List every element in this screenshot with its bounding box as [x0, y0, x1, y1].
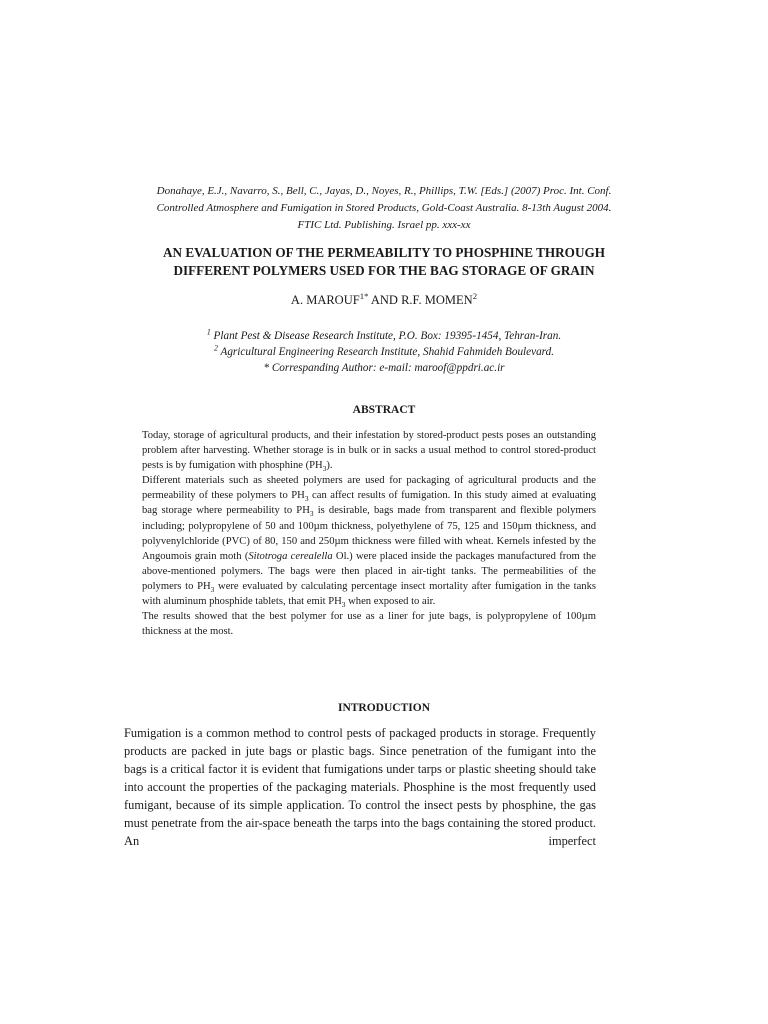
- abstract-text: can affect results of fumigation. In this study aimed at evaluating bag storage where permeability to PH: [142, 490, 596, 517]
- author-superscript: 2: [472, 290, 478, 301]
- citation-line: Controlled Atmosphere and Fumigation in Stored Products, Gold-Coast Australia. 8-13th August 2004.: [156, 202, 612, 214]
- citation-line: Donahaye, E.J., Navarro, S., Bell, C., Jayas, D., Noyes, R., Phillips, T.W. [Eds.] (2007) Proc. Int. Conf.: [156, 185, 612, 197]
- corresponding-author: * Correspanding Author: e-mail: maroof@ppdri.ac.ir: [263, 362, 505, 374]
- subscript: 3: [341, 600, 346, 610]
- affiliation-marker: 1: [206, 327, 211, 337]
- author-name: R.F. MOMEN: [401, 293, 473, 307]
- abstract-text: Different materials such as sheeted polymers are used for packaging of agricultural products and the permeability of these polymers to PH: [142, 475, 596, 502]
- affiliation-marker: 2: [213, 343, 218, 353]
- affiliation-text: Plant Pest & Disease Research Institute, P.O. Box: 19395-1454, Tehran-Iran.: [210, 330, 562, 342]
- abstract-heading: ABSTRACT: [352, 404, 416, 416]
- abstract-paragraph: The results showed that the best polymer for use as a liner for jute bags, is polypropylene of 100µm thickness at the most.: [142, 611, 596, 638]
- citation: [0, 183, 768, 234]
- affiliation: [0, 329, 768, 344]
- subscript: 3: [322, 464, 327, 474]
- author-name: A. MAROUF: [290, 293, 360, 307]
- subscript: 3: [210, 585, 215, 595]
- abstract-text: were evaluated by calculating percentage insect mortality after fumigation in the tanks with aluminum phosphide tablets, that emit PH: [142, 580, 596, 608]
- abstract-text: when exposed to air.: [345, 596, 436, 608]
- author-connector: AND: [368, 293, 402, 307]
- paper-title: [0, 244, 768, 280]
- abstract-paragraph: [142, 428, 596, 473]
- introduction-body: [124, 724, 596, 850]
- author-superscript: 1*: [359, 290, 369, 301]
- citation-line: FTIC Ltd. Publishing. Israel pp. xxx-xx: [297, 219, 471, 231]
- introduction-paragraph: Fumigation is a common method to control pests of packaged products in storage. Frequently products are packed in jute bags or plastic bags. Since penetration of the fumigant into the bags is a critical factor it is evident that fumigations under tarps or plastic sheeting should take into account the properties of the packaging materials. Phosphine is the most frequently used fumigant, because of its simple application. To control the insect pests by phosphine, the gas must penetrate from the air-space beneath the tarps into the bags containing the stored product. An imperfect: [124, 726, 596, 848]
- species-name: Sitotroga cerealella: [248, 550, 333, 562]
- title-line: AN EVALUATION OF THE PERMEABILITY TO PHOSPHINE THROUGH: [163, 245, 605, 260]
- abstract-text: is desirable, bags made from transparent and flexible polymers including; polypropylene of 50 and 100µm thickness, polyethylene of 75, 125 and 150µm thickness, and polyvenylchloride (PVC) of 80, 150 and 250µm thickness were filled with wheat. Kernels infested by the Angoumois grain moth (: [142, 505, 596, 562]
- introduction-heading: INTRODUCTION: [337, 702, 430, 714]
- abstract-text: ).: [326, 460, 333, 472]
- abstract-text: Ol.) were placed inside the packages manufactured from the above-mentioned polymers. The bags were then placed in air-tight tanks. The permeabilities of the polymers to PH: [142, 550, 597, 592]
- affiliation-text: Agricultural Engineering Research Institute, Shahid Fahmideh Boulevard.: [217, 346, 554, 358]
- subscript: 3: [309, 509, 314, 519]
- affiliation: [0, 345, 768, 360]
- abstract-text: Today, storage of agricultural products, and their infestation by stored-product pests poses an outstanding problem after harvesting. Whether storage is in bulk or in sacks a usual method to control stored-product pests is by fumigation with phosphine (PH: [142, 430, 596, 472]
- author-list: [0, 290, 768, 308]
- title-line: DIFFERENT POLYMERS USED FOR THE BAG STORAGE OF GRAIN: [173, 263, 595, 278]
- subscript: 3: [304, 494, 309, 504]
- abstract-body: [142, 428, 596, 639]
- abstract-paragraph: [142, 473, 596, 609]
